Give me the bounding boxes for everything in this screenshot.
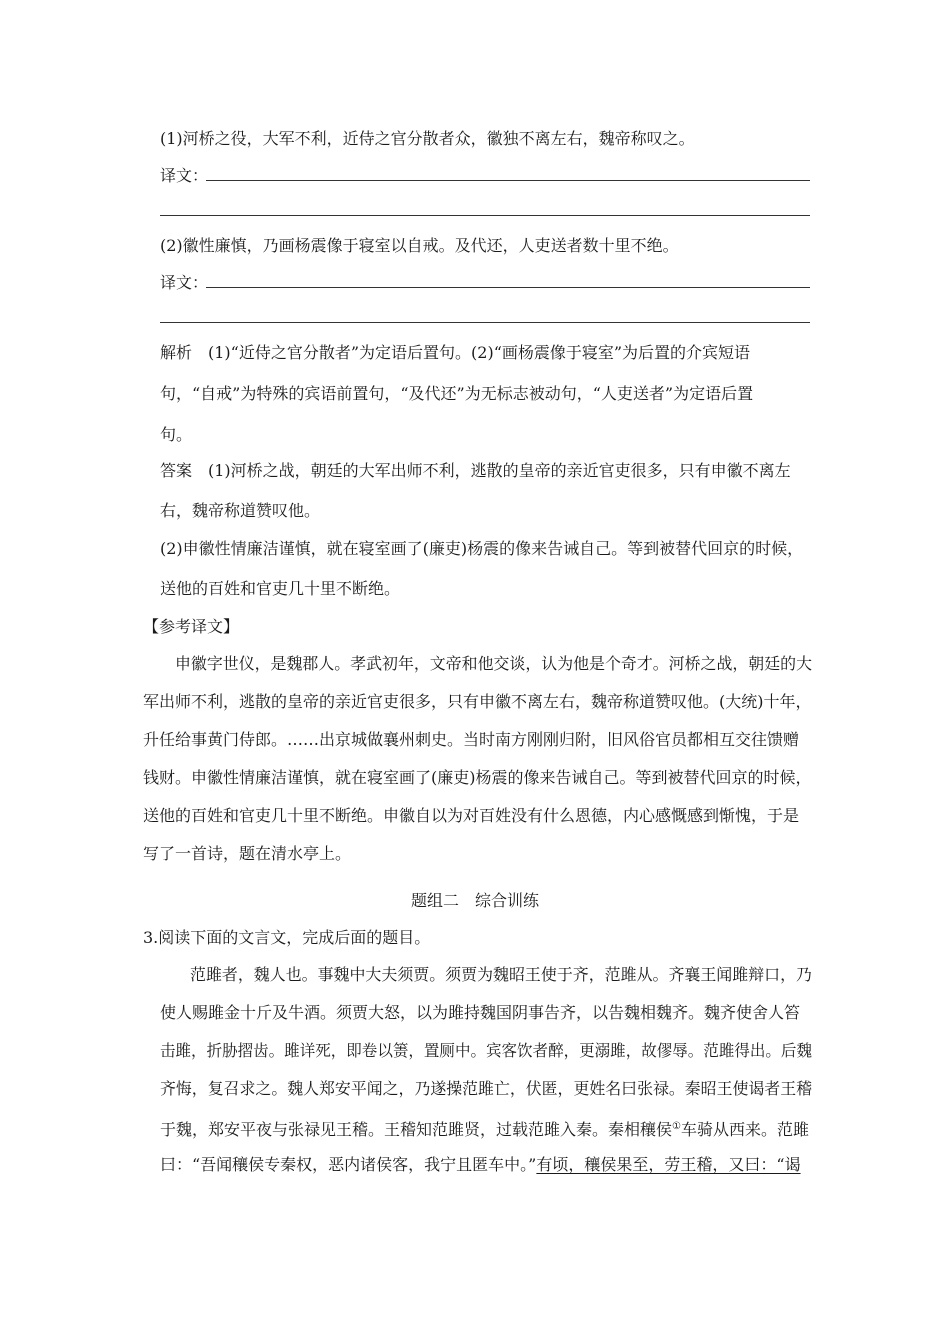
question-2-label: 译文： xyxy=(160,273,209,292)
reference-line: 钱财。申徽性情廉洁谨慎，就在寝室画了(廉吏)杨震的像来告诫自己。等到被替代回京的时候， xyxy=(143,768,812,787)
analysis-line: 句，“自戒”为特殊的宾语前置句，“及代还”为无标志被动句，“人吏送者”为定语后置 xyxy=(160,384,754,403)
question-1-label: 译文： xyxy=(160,166,209,185)
answer-line xyxy=(206,180,810,181)
passage-line-text: 车骑从西来。范雎 xyxy=(680,1120,809,1139)
analysis-line: 句。 xyxy=(160,425,193,444)
passage-line: 使人赐雎金十斤及牛酒。须贾大怒，以为雎持魏国阴事告齐，以告魏相魏齐。魏齐使舍人笞 xyxy=(160,1003,801,1022)
question-2-prompt: (2)徽性廉慎，乃画杨震像于寝室以自戒。及代还，人吏送者数十里不绝。 xyxy=(160,236,679,255)
passage-line: 齐悔，复召求之。魏人郑安平闻之，乃遂操范雎亡，伏匿，更姓名曰张禄。秦昭王使谒者王稽 xyxy=(160,1079,813,1098)
answer-line xyxy=(160,215,810,216)
answer-text-line: (2)申徽性情廉洁谨慎，就在寝室画了(廉吏)杨震的像来告诫自己。等到被替代回京的时候， xyxy=(160,539,804,558)
passage-line xyxy=(160,1154,801,1176)
answer-text-line: 送他的百姓和官吏几十里不断绝。 xyxy=(160,579,401,598)
reference-line: 送他的百姓和官吏几十里不断绝。申徽自以为对百姓没有什么恩德，内心感慨感到惭愧，于是 xyxy=(143,806,800,825)
answer-text-line: 右，魏帝称道赞叹他。 xyxy=(160,501,321,520)
passage-line: 范雎者，魏人也。事魏中大夫须贾。须贾为魏昭王使于齐，范雎从。齐襄王闻雎辩口，乃 xyxy=(190,965,813,984)
underlined-sentence: 有顷，穰侯果至，劳王稽，又曰：“谒 xyxy=(536,1155,801,1174)
section-title: 题组二 综合训练 xyxy=(410,891,539,910)
passage-line-text: 曰：“吾闻穰侯专秦权，恶内诸侯客，我宁且匿车中。” xyxy=(160,1155,537,1174)
answer-text-line: 答案 (1)河桥之战，朝廷的大军出师不利，逃散的皇帝的亲近官吏很多，只有申徽不离左 xyxy=(160,461,791,480)
reference-line: 军出师不利，逃散的皇帝的亲近官吏很多，只有申徽不离左右，魏帝称道赞叹他。(大统)十年， xyxy=(143,692,812,711)
question-1-prompt: (1)河桥之役，大军不利，近侍之官分散者众，徽独不离左右，魏帝称叹之。 xyxy=(160,129,695,148)
reference-line: 升任给事黄门侍郎。……出京城做襄州刺史。当时南方刚刚归附，旧风俗官员都相互交往馈赠 xyxy=(143,730,800,749)
passage-line-text: 于魏，郑安平夜与张禄见王稽。王稽知范雎贤，过载范雎入秦。秦相穰侯 xyxy=(160,1120,673,1139)
question-3-prompt: 3.阅读下面的文言文，完成后面的题目。 xyxy=(143,928,431,947)
reference-heading: 【参考译文】 xyxy=(143,617,240,636)
reference-line: 申徽字世仪，是魏郡人。孝武初年，文帝和他交谈，认为他是个奇才。河桥之战，朝廷的大 xyxy=(175,654,813,673)
passage-line: 击雎，折胁摺齿。雎详死，即卷以箦，置厕中。宾客饮者醉，更溺雎，故僇辱。范雎得出。后魏 xyxy=(160,1041,812,1060)
answer-line xyxy=(160,322,810,323)
reference-line: 写了一首诗，题在清水亭上。 xyxy=(143,844,352,863)
footnote-marker: ① xyxy=(672,1121,681,1132)
analysis-line: 解析 (1)“近侍之官分散者”为定语后置句。(2)“画杨震像于寝室”为后置的介宾短语 xyxy=(160,343,751,362)
passage-line xyxy=(160,1116,809,1141)
answer-line xyxy=(206,287,810,288)
